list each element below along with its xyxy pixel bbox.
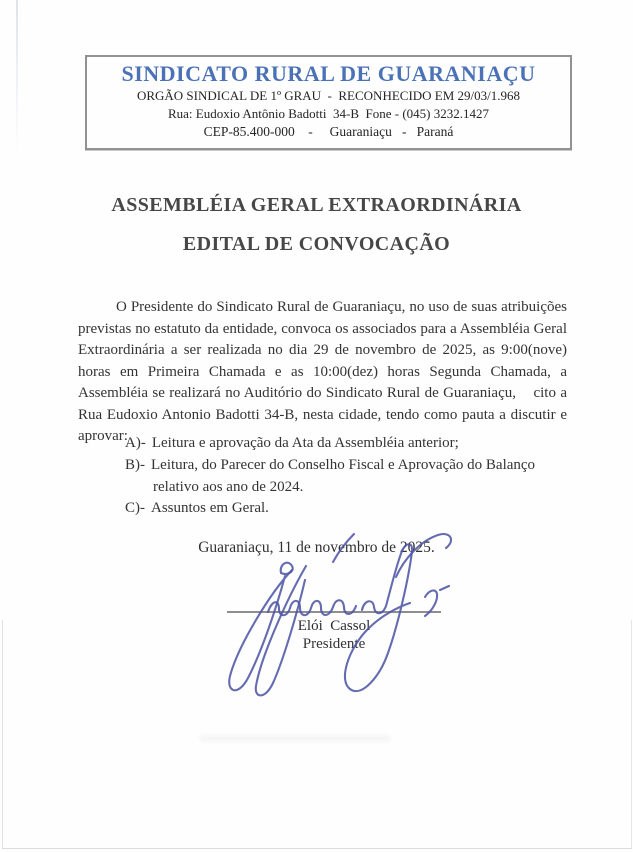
agenda-item-b-text: Leitura, do Parecer do Conselho Fiscal e Aprovação do Balanço relativo aos ano de 2024.	[151, 456, 536, 495]
scan-edge-bottom	[2, 848, 632, 849]
date-line: Guaraniaçu, 11 de novembro de 2025.	[198, 539, 435, 556]
letterhead-registration-line: ORGÃO SINDICAL DE 1º GRAU - RECONHECIDO EM 29/03/1.968	[136, 88, 521, 103]
document-title: ASSEMBLÉIA GERAL EXTRAORDINÁRIA	[111, 194, 522, 216]
scan-edge-left	[2, 620, 3, 849]
agenda-item-b	[125, 455, 581, 499]
letterhead-address-line: Rua: Eudoxio Antônio Badotti 34-B Fone - (045) 3232.1427	[167, 106, 489, 121]
agenda-item-a	[125, 433, 581, 455]
scan-edge-right	[631, 620, 632, 849]
letterhead	[85, 55, 572, 150]
agenda-item-c-text: Assuntos em Geral.	[151, 500, 269, 517]
org-name: SINDICATO RURAL DE GUARANIAÇU	[121, 61, 536, 86]
document-subtitle: EDITAL DE CONVOCAÇÃO	[182, 233, 451, 255]
agenda-item-b-label: B)-	[125, 456, 145, 473]
signer-name: Elói Cassol	[297, 618, 371, 634]
convocation-paragraph: O Presidente do Sindicato Rural de Guaraniaçu, no uso de suas atribuições previstas no estatuto da entidade, convoca os associados para a Assembléia Geral Extraordinária a ser realizada no dia 29 de novembro de 2025, as 9:00(nove) horas em Primeira Chamada e as 10:00(dez) horas Segunda Chamada, a Assembléia se realizará no Auditório do Sindicato Rural de Guaraniaçu, cito a Rua Eudoxio Antonio Badotti 34-B, nesta cidade, tendo como pauta a discutir e aprovar:	[78, 299, 567, 444]
agenda-item-c-label: C)-	[125, 500, 145, 517]
signature-block	[227, 611, 441, 653]
agenda-item-a-text: Leitura e aprovação da Ata da Assembléia anterior;	[151, 435, 459, 451]
scan-smudge-artifact	[200, 736, 390, 741]
letterhead-cep-line: CEP-85.400-000 - Guaraniaçu - Paraná	[203, 124, 454, 139]
agenda-item-a-label: A)-	[125, 435, 146, 451]
agenda-item-c	[125, 498, 581, 520]
agenda-list	[125, 433, 581, 520]
signer-title: Presidente	[302, 636, 366, 652]
scan-streak-artifact	[16, 0, 18, 155]
